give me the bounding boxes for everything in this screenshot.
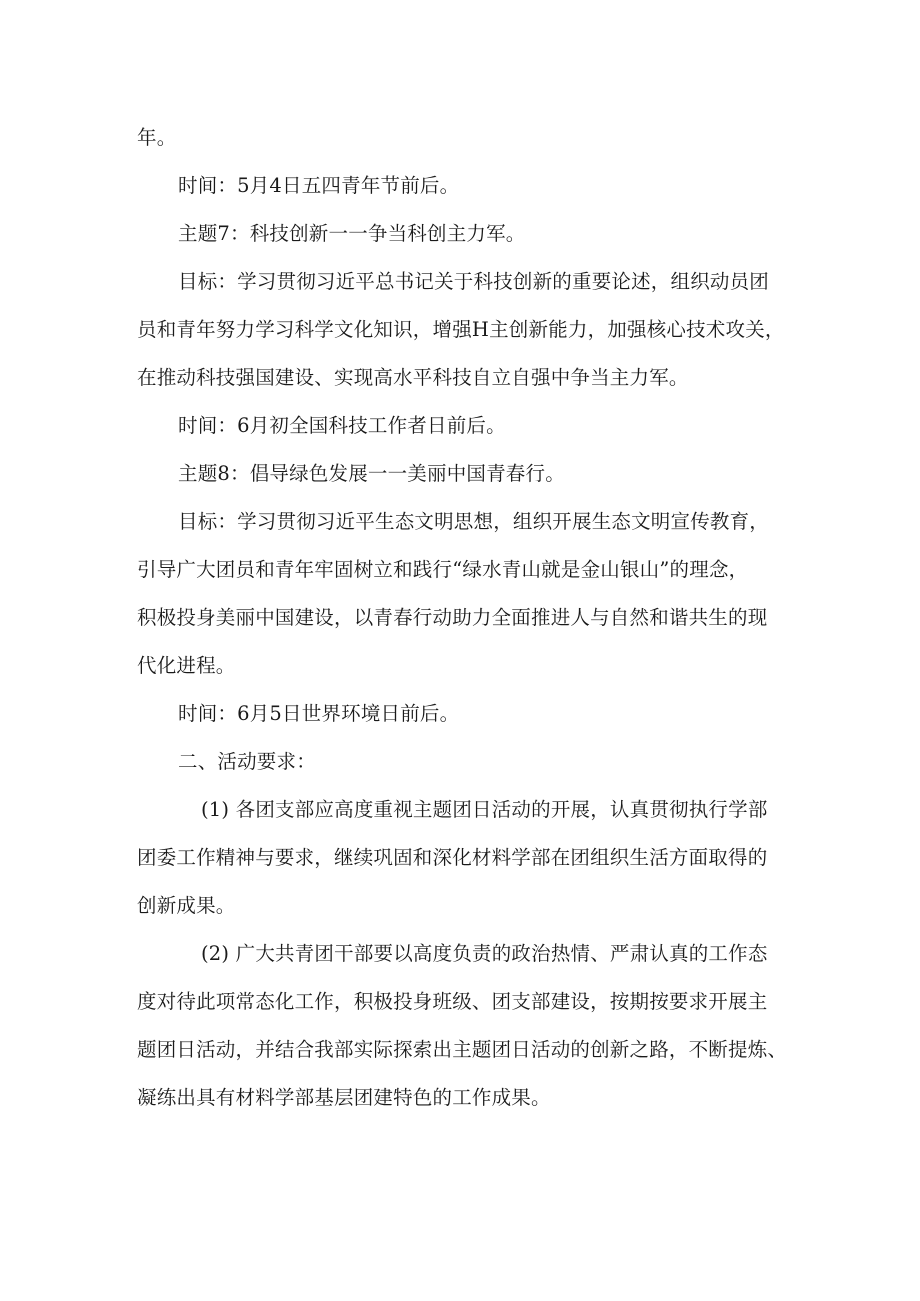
text-line: 引导广大团员和青年牢固树立和践行“绿水青山就是金山银山”的理念， bbox=[137, 558, 749, 581]
text-line: 目标：学习贯彻习近平生态文明思想，组织开展生态文明宣传教育， bbox=[178, 510, 770, 533]
text-line: 度对待此项常态化工作，积极投身班级、团支部建设，按期按要求开展主 bbox=[137, 990, 768, 1013]
text-line: 代化进程。 bbox=[137, 654, 236, 677]
text-line: 创新成果。 bbox=[137, 894, 236, 917]
text-line: 积极投身美丽中国建设，以青春行动助力全面推进人与自然和谐共生的现 bbox=[137, 606, 768, 629]
text-line: 时间：5月4日五四青年节前后。 bbox=[178, 174, 460, 197]
text-line: (1) 各团支部应高度重视主题团日活动的开展，认真贯彻执行学部 bbox=[201, 798, 768, 821]
text-line: 目标：学习贯彻习近平总书记关于科技创新的重要论述，组织动员团 bbox=[178, 270, 770, 293]
text-line: 凝练出具有材料学部基层团建特色的工作成果。 bbox=[137, 1086, 551, 1109]
text-line: 题团日活动，并结合我部实际探索出主题团日活动的创新之路，不断提炼、 bbox=[137, 1038, 788, 1061]
document-body bbox=[137, 114, 802, 1122]
text-line: 主题8：倡导绿色发展一一美丽中国青春行。 bbox=[178, 462, 565, 485]
text-line: 时间：6月5日世界环境日前后。 bbox=[178, 702, 460, 725]
text-line: 年。 bbox=[137, 126, 177, 149]
text-line: 员和青年努力学习科学文化知识，增强H主创新能力，加强核心技术攻关， bbox=[137, 318, 785, 341]
text-line: 主题7：科技创新一一争当科创主力军。 bbox=[178, 222, 526, 245]
text-line: 时间：6月初全国科技工作者日前后。 bbox=[178, 414, 506, 437]
text-line: (2) 广大共青团干部要以高度负责的政治热情、严肃认真的工作态 bbox=[201, 942, 768, 965]
text-line: 团委工作精神与要求，继续巩固和深化材料学部在团组织生活方面取得的 bbox=[137, 846, 768, 869]
text-line: 在推动科技强国建设、实现高水平科技自立自强中争当主力军。 bbox=[137, 366, 689, 389]
section-heading: 二、活动要求： bbox=[178, 750, 316, 773]
